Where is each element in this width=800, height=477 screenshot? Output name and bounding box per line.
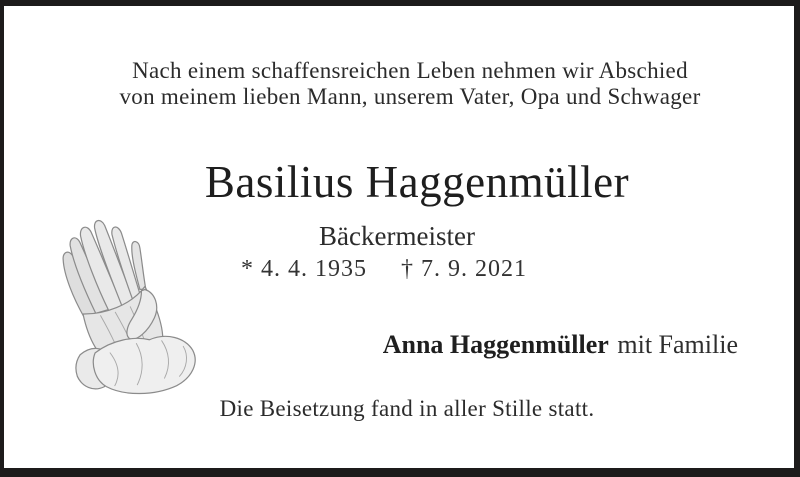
mourner-name: Anna Haggenmüller [382,330,609,359]
birth-date: * 4. 4. 1935 [241,256,367,282]
intro-line-1: Nach einem schaffensreichen Leben nehmen wir Abschied [132,58,688,83]
intro-line-2: von meinem lieben Mann, unserem Vater, Opa und Schwager [119,84,701,109]
closing-line: Die Beisetzung fand in aller Stille statt. [219,396,595,421]
intro-text [15,58,800,110]
profession-label: Bäckermeister [319,221,475,251]
deceased-name: Basilius Haggenmüller [204,157,630,207]
mourner-suffix: mit Familie [617,330,738,359]
mourner-line [383,329,738,361]
death-date: † 7. 9. 2021 [401,256,527,282]
praying-hands-icon [52,210,202,402]
